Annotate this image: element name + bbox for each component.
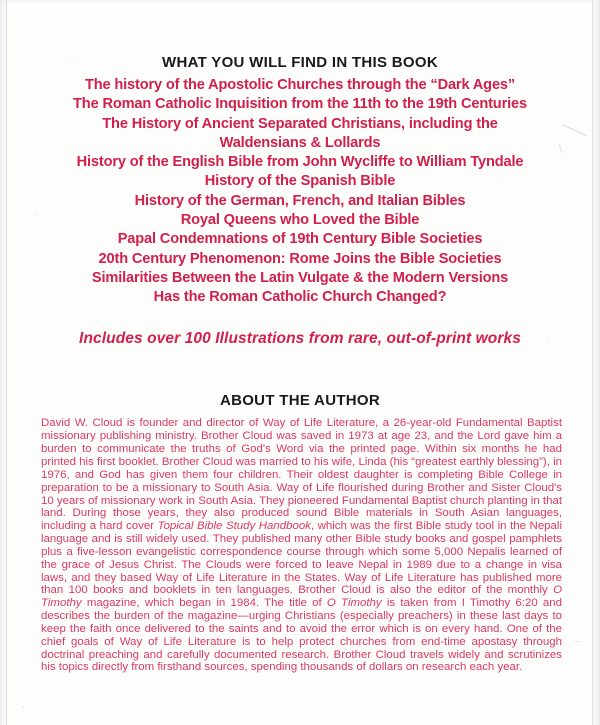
contents-section-heading: WHAT YOU WILL FIND IN THIS BOOK — [162, 54, 438, 72]
bio-text-part-4: is taken from I Timothy 6:20 and describes the burden of the magazine—urging Christians (especially preachers) in these last days to keep the faith once delivered to the saints and to avoid the error which is on every hand. One of the chief goals of Way of Life Literature is to help protect churches from end-time apostasy through doctrinal preaching and carefully documented research. Brother Cloud travels widely and scrutinizes his topics directly from firsthand sources, spending thousands of dollars on research each year. — [41, 597, 562, 674]
scan-speck — [574, 641, 581, 642]
contents-list-item: Similarities Between the Latin Vulgate & the Modern Versions — [91, 269, 509, 286]
contents-list-item: The history of the Apostolic Churches through the “Dark Ages” — [84, 77, 516, 93]
bio-text-part-2: , which was the first Bible study tool in the Nepali language and is still widely used. They published many other Bible study books and gospel pamphlets plus a five-lesson evangelistic correspondence course through which some 5,000 Nepalis learned of the grace of Jesus Christ. The Clouds were forced to leave Nepal in 1989 due to a change in visa laws, and they based Way of Life Literature in the States. Way of Life Literature has published more than 100 books and booklets in ten languages. Brother Cloud is also the editor of the monthly — [41, 520, 562, 597]
scan-edge-top — [0, 0, 600, 4]
contents-list-item: The Roman Catholic Inquisition from the 11th to the 19th Centuries — [73, 96, 527, 113]
bio-magazine-title-o-timothy: O Timothy — [326, 597, 382, 610]
bio-book-title-topical-bible-study-handbook: Topical Bible Study Handbook — [157, 520, 311, 533]
bio-text-part-1: David W. Cloud is founder and director of Way of Life Literature, a 26-year-old Fundamental Baptist missionary publishing ministry. Brother Cloud was saved in 1973 at age 23, and the Lord gave him a burden to communicate the truths of God's Word via the printed page. Within six months he had printed his first booklet. Brother Cloud was married to his wife, Linda (his “greatest earthly blessing”), in 1976, and God has given them four children. Their oldest daughter is completing Bible College in preparation to be a missionary to South Asia. Way of Life flourished during Brother and Sister Cloud's 10 years of missionary work in South Asia. They pioneered Fundamental Baptist church planting in that land. During those years, they also produced sound Bible materials in South Asian languages, including a hard cover — [41, 417, 562, 533]
contents-list-item: Papal Condemnations of 19th Century Bible Societies — [117, 231, 483, 248]
scan-speck — [22, 706, 24, 708]
contents-list-item: Waldensians & Lollards — [219, 134, 381, 151]
contents-list-item: Has the Roman Catholic Church Changed? — [153, 289, 447, 306]
illustrations-tagline: Includes over 100 Illustrations from rare, out-of-print works — [79, 330, 521, 347]
contents-list-item: History of the English Bible from John Wycliffe to William Tyndale — [76, 154, 524, 171]
contents-list-item: The History of Ancient Separated Christians, including the — [102, 115, 498, 132]
bio-magazine-title-o-timothy: O Timothy — [41, 584, 562, 610]
contents-list-item: History of the Spanish Bible — [204, 173, 396, 190]
contents-list-item: History of the German, French, and Italian Bibles — [134, 192, 466, 209]
author-section-heading: ABOUT THE AUTHOR — [219, 392, 381, 410]
contents-list-item: 20th Century Phenomenon: Rome Joins the Bible Societies — [98, 250, 502, 267]
author-biography-paragraph — [41, 417, 562, 674]
contents-list-item: Royal Queens who Loved the Bible — [180, 212, 420, 229]
bio-text-part-3: magazine, which began in 1984. The title of — [81, 597, 327, 610]
contents-list — [0, 76, 600, 308]
